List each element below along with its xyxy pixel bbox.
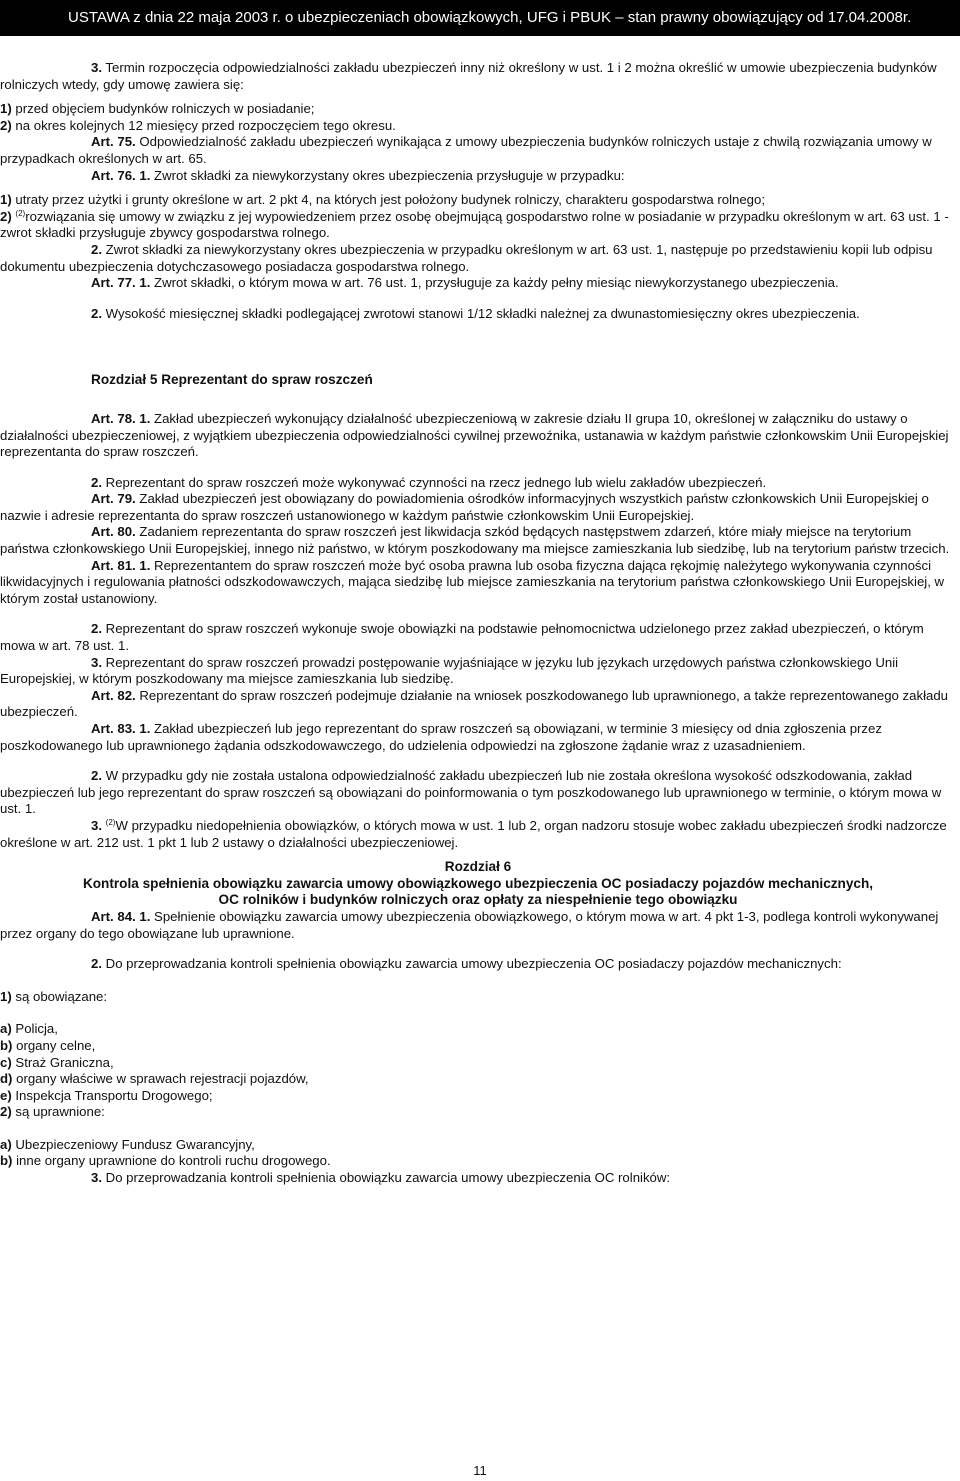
- list-item: 2) na okres kolejnych 12 miesięcy przed rozpoczęciem tego okresu.: [0, 117, 396, 133]
- document-body: [0, 60, 960, 1187]
- paragraph: 2. Do przeprowadzania kontroli spełnienia obowiązku zawarcia umowy ubezpieczenia OC posiadaczy pojazdów mechanicznych:: [91, 956, 842, 972]
- list-item: e) Inspekcja Transportu Drogowego;: [0, 1087, 213, 1103]
- list-item: a) Ubezpieczeniowy Fundusz Gwarancyjny,: [0, 1136, 255, 1152]
- paragraph: 2. Reprezentant do spraw roszczeń może wykonywać czynności na rzecz jednego lub wielu zakładów ubezpieczeń.: [91, 474, 767, 490]
- list-item: 1) przed objęciem budynków rolniczych w posiadanie;: [0, 101, 315, 117]
- list-item: 1) są obowiązane:: [0, 988, 108, 1004]
- page-number: 11: [473, 1463, 487, 1478]
- paragraph: 3. Termin rozpoczęcia odpowiedzialności zakładu ubezpieczeń inny niż określony w ust. 1 i 2 można określić w umowie ubezpieczenia budynków rolniczych wtedy, gdy umowę zawiera się:: [0, 60, 937, 92]
- chapter-number: Rozdział 6: [444, 859, 512, 875]
- chapter-heading-line-1: Kontrola spełnienia obowiązku zawarcia umowy obowiązkowego ubezpieczenia OC posiadaczy pojazdów mechanicznych,: [82, 875, 874, 891]
- paragraph: 2. W przypadku gdy nie została ustalona odpowiedzialność zakładu ubezpieczeń lub nie została określona wysokość odszkodowania, zakład ubezpieczeń lub jego reprezentant do spraw roszczeń są obowiązani do poinformowania o tym poszkodowanego lub uprawnionego w terminie, o którym mowa w ust. 1.: [0, 768, 942, 817]
- footnote-marker: (2): [105, 817, 116, 827]
- list-item: d) organy właściwe w sprawach rejestracji pojazdów,: [0, 1071, 309, 1087]
- chapter-heading-line-2: OC rolników i budynków rolniczych oraz opłaty za niespełnienie tego obowiązku: [218, 892, 738, 908]
- list-item: 2) $^{(2)}$rozwiązania się umowy w związku z jej wypowiedzeniem przez osobę obejmującą gospodarstwo rolne w posiadanie w przypadku określonym w art. 63 ust. 1 - zwrot składki przysługuje zbywcy gospodarstwa rolnego.: [0, 208, 949, 241]
- document-header: USTAWA z dnia 22 maja 2003 r. o ubezpieczeniach obowiązkowych, UFG i PBUK – stan prawny obowiązujący od 17.04.2008r.: [0, 0, 960, 36]
- list-item: c) Straż Graniczna,: [0, 1054, 114, 1070]
- article: Art. 82. Reprezentant do spraw roszczeń podejmuje działanie na wniosek poszkodowanego lub uprawnionego, a także reprezentowanego zakładu ubezpieczeń.: [0, 687, 948, 720]
- article: Art. 75. Odpowiedzialność zakładu ubezpieczeń wynikająca z umowy ubezpieczenia budynków rolniczych ustaje z chwilą rozwiązania umowy w przypadkach określonych w art. 65.: [0, 134, 932, 166]
- article: Art. 76. 1. Zwrot składki za niewykorzystany okres ubezpieczenia przysługuje w przypadku:: [91, 167, 625, 183]
- list-item: 2) są uprawnione:: [0, 1104, 105, 1120]
- chapter-title: Rozdział 5 Reprezentant do spraw roszczeń: [91, 372, 373, 388]
- paragraph: 3. $^{(2)}$W przypadku niedopełnienia obowiązków, o których mowa w ust. 1 lub 2, organ nadzoru stosuje wobec zakładu ubezpieczeń środki nadzorcze określone w art. 212 ust. 1 pkt 1 lub 2 ustawy o działalności ubezpieczeniowej.: [0, 817, 947, 850]
- article: Art. 80. Zadaniem reprezentanta do spraw roszczeń jest likwidacja szkód będących następstwem zdarzeń, które miały miejsce na terytorium państwa członkowskiego Unii Europejskiej, innego niż państwo, w którym poszkodowany ma miejsce zamieszkania lub siedzibę, lub na terytorium państw trzecich.: [0, 524, 950, 557]
- article: Art. 84. 1. Spełnienie obowiązku zawarcia umowy ubezpieczenia obowiązkowego, o którym mowa w art. 4 pkt 1-3, podlega kontroli wykonywanej przez organy do tego obowiązane lub uprawnione.: [0, 908, 939, 941]
- article: Art. 79. Zakład ubezpieczeń jest obowiązany do powiadomienia ośrodków informacyjnych wszystkich państw członkowskich Unii Europejskiej o nazwie i adresie reprezentanta do spraw roszczeń ustanowionego w każdym państwie członkowskim Unii Europejskiej.: [0, 491, 929, 523]
- list-item: a) Policja,: [0, 1021, 58, 1037]
- paragraph: 3. Do przeprowadzania kontroli spełnienia obowiązku zawarcia umowy ubezpieczenia OC rolników:: [91, 1170, 671, 1186]
- article: Art. 77. 1. Zwrot składki, o którym mowa w art. 76 ust. 1, przysługuje za każdy pełny miesiąc niewykorzystanego ubezpieczenia.: [91, 275, 839, 291]
- list-item: b) organy celne,: [0, 1037, 96, 1053]
- article: Art. 78. 1. Zakład ubezpieczeń wykonujący działalność ubezpieczeniową w zakresie działu II grupa 10, określonej w załączniku do ustawy o działalności ubezpieczeniowej, z wyjątkiem ubezpieczenia odpowiedzialności cywilnej przewoźnika, ustanawia w każdym państwie członkowskim Unii Europejskiej reprezentanta do spraw roszczeń.: [0, 410, 949, 460]
- list-item: 1) utraty przez użytki i grunty określone w art. 2 pkt 4, na których jest położony budynek rolniczy, charakteru gospodarstwa rolnego;: [0, 192, 766, 208]
- paragraph: 2. Zwrot składki za niewykorzystany okres ubezpieczenia w przypadku określonym w art. 63 ust. 1, następuje po przedstawieniu kopii lub odpisu dokumentu ubezpieczenia dotychczasowego posiadacza gospodarstwa rolnego.: [0, 241, 933, 274]
- paragraph: 2. Reprezentant do spraw roszczeń wykonuje swoje obowiązki na podstawie pełnomocnictwa udzielonego przez zakład ubezpieczeń, o którym mowa w art. 78 ust. 1.: [0, 621, 924, 654]
- article: Art. 83. 1. Zakład ubezpieczeń lub jego reprezentant do spraw roszczeń są obowiązani, w terminie 3 miesięcy od dnia zgłoszenia przez poszkodowanego lub uprawnionego żądania odszkodowawczego, do udzielenia odpowiedzi na zgłoszone żądanie wraz z uzasadnieniem.: [0, 721, 882, 753]
- list-item: b) inne organy uprawnione do kontroli ruchu drogowego.: [0, 1153, 331, 1169]
- paragraph: 2. Wysokość miesięcznej składki podlegającej zwrotowi stanowi 1/12 składki należnej za dwunastomiesięczny okres ubezpieczenia.: [91, 305, 860, 321]
- footnote-marker: (2): [15, 208, 26, 218]
- article: Art. 81. 1. Reprezentantem do spraw roszczeń może być osoba prawna lub osoba fizyczna dająca rękojmię należytego wykonywania czynności likwidacyjnych i regulowania płatności odszkodowawczych, mająca siedzibę lub miejsce zamieszkania na terytorium państwa członkowskiego Unii Europejskiej, w którym został ustanowiony.: [0, 557, 945, 606]
- paragraph: 3. Reprezentant do spraw roszczeń prowadzi postępowanie wyjaśniające w języku lub językach urzędowych państwa członkowskiego Unii Europejskiej, w którym poszkodowany ma miejsce zamieszkania lub siedzibę.: [0, 654, 899, 687]
